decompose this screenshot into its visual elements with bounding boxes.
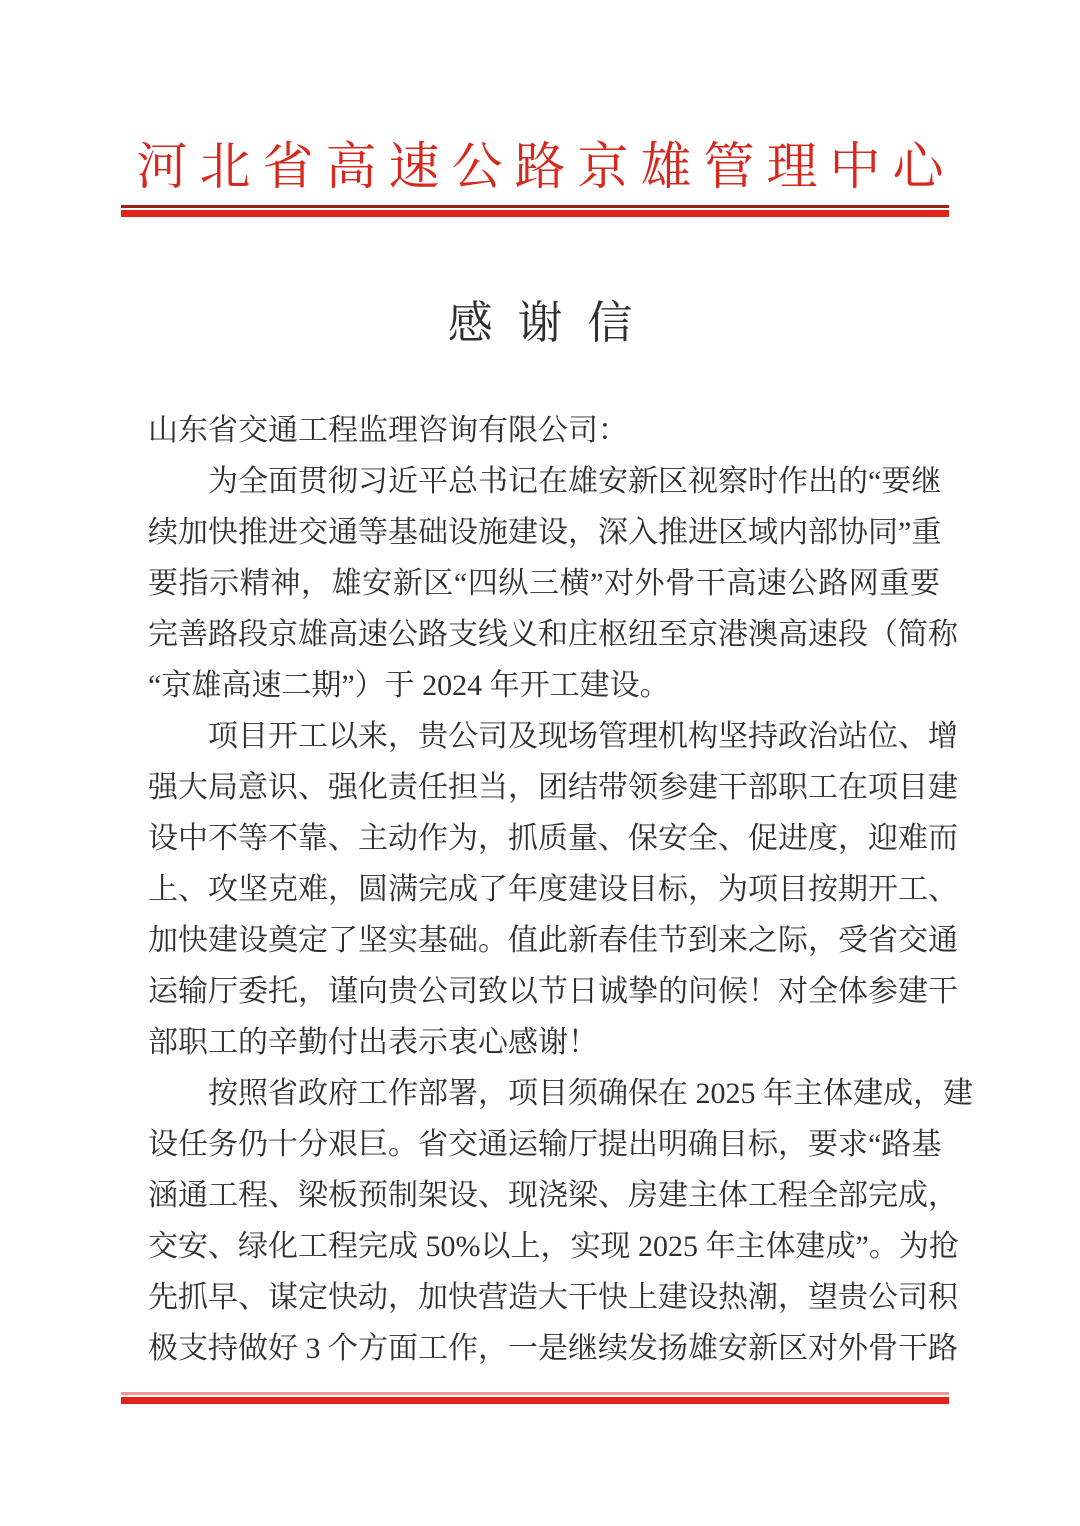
salutation: 山东省交通工程监理咨询有限公司：: [148, 414, 628, 447]
paragraph-line: 涵通工程、梁板预制架设、现浇梁、房建主体工程全部完成，: [148, 1179, 958, 1212]
paragraph-line: 先抓早、谋定快动，加快营造大干快上建设热潮，望贵公司积: [148, 1281, 958, 1314]
paragraph-line: 交安、绿化工程完成 50%以上，实现 2025 年主体建成”。为抢: [148, 1230, 959, 1263]
footer-divider-thin-line: [121, 1392, 949, 1395]
footer-divider-line: [121, 1392, 949, 1404]
paragraph-line: “京雄高速二期”）于 2024 年开工建设。: [148, 669, 670, 702]
letterhead-divider-thick-line: [121, 210, 949, 217]
paragraph-line: 为全面贯彻习近平总书记在雄安新区视察时作出的“要继: [208, 465, 942, 498]
paragraph-line: 极支持做好 3 个方面工作，一是继续发扬雄安新区对外骨干路: [148, 1332, 958, 1365]
letterhead-org-name: 河北省高速公路京雄管理中心: [136, 140, 956, 196]
paragraph-line: 加快建设奠定了坚实基础。值此新春佳节到来之际，受省交通: [148, 924, 958, 957]
paragraph-line: 要指示精神，雄安新区“四纵三横”对外骨干高速公路网重要: [148, 567, 940, 600]
paragraph-line: 运输厅委托，谨向贵公司致以节日诚挚的问候！对全体参建干: [148, 975, 958, 1008]
paragraph-line: 项目开工以来，贵公司及现场管理机构坚持政治站位、增: [208, 720, 958, 753]
paragraph-line: 设中不等不靠、主动作为，抓质量、保安全、促进度，迎难而: [148, 822, 958, 855]
paragraph-line: 上、攻坚克难，圆满完成了年度建设目标，为项目按期开工、: [148, 873, 958, 906]
paragraph-line: 按照省政府工作部署，项目须确保在 2025 年主体建成，建: [208, 1077, 973, 1110]
letterhead-divider-thin-line: [121, 205, 949, 208]
paragraph-line: 设任务仍十分艰巨。省交通运输厅提出明确目标，要求“路基: [148, 1128, 942, 1161]
letterhead-divider-line: [121, 205, 949, 217]
footer-divider-thick-line: [121, 1397, 949, 1404]
letter-body: [148, 405, 973, 1374]
paragraph-line: 续加快推进交通等基础设施建设，深入推进区域内部协同”重: [148, 516, 942, 549]
paragraph-line: 强大局意识、强化责任担当，团结带领参建干部职工在项目建: [148, 771, 958, 804]
letter-title: 感 谢 信: [447, 298, 639, 348]
paragraph-line: 完善路段京雄高速公路支线义和庄枢纽至京港澳高速段（简称: [148, 618, 958, 651]
paragraph-line: 部职工的辛勤付出表示衷心感谢！: [148, 1026, 598, 1059]
